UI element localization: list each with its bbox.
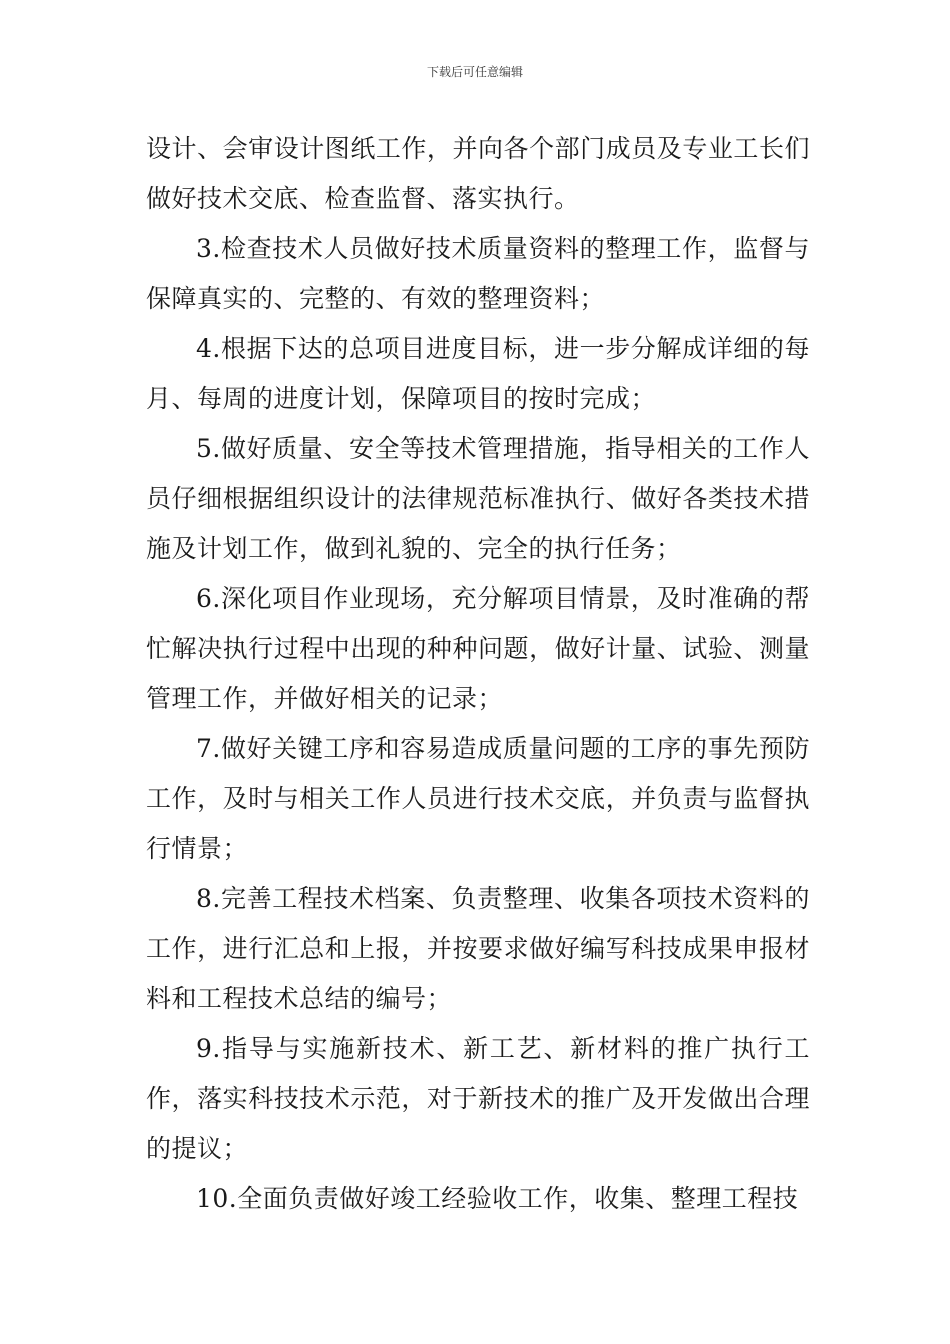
paragraph: 8.完善工程技术档案、负责整理、收集各项技术资料的工作，进行汇总和上报，并按要求做好编写科技成果申报材料和工程技术总结的编号； bbox=[146, 884, 810, 1013]
paragraph: 7.做好关键工序和容易造成质量问题的工序的事先预防工作，及时与相关工作人员进行技术交底，并负责与监督执行情景； bbox=[146, 734, 810, 863]
paragraph: 10.全面负责做好竣工经验收工作，收集、整理工程技 bbox=[196, 1184, 799, 1213]
paragraph: 4.根据下达的总项目进度目标，进一步分解成详细的每月、每周的进度计划，保障项目的按时完成； bbox=[146, 334, 810, 413]
paragraph: 设计、会审设计图纸工作，并向各个部门成员及专业工长们做好技术交底、检查监督、落实执行。 bbox=[146, 134, 810, 213]
paragraph: 9.指导与实施新技术、新工艺、新材料的推广执行工作，落实科技技术示范，对于新技术的推广及开发做出合理的提议； bbox=[146, 1034, 810, 1163]
page-header: 下载后可任意编辑 bbox=[426, 65, 523, 79]
paragraph: 5.做好质量、安全等技术管理措施，指导相关的工作人员仔细根据组织设计的法律规范标准执行、做好各类技术措施及计划工作，做到礼貌的、完全的执行任务； bbox=[146, 434, 810, 563]
paragraph: 6.深化项目作业现场，充分解项目情景，及时准确的帮忙解决执行过程中出现的种种问题，做好计量、试验、测量管理工作，并做好相关的记录； bbox=[146, 584, 810, 713]
paragraph: 3.检查技术人员做好技术质量资料的整理工作，监督与保障真实的、完整的、有效的整理资料； bbox=[146, 234, 810, 313]
document-body bbox=[146, 124, 810, 1224]
